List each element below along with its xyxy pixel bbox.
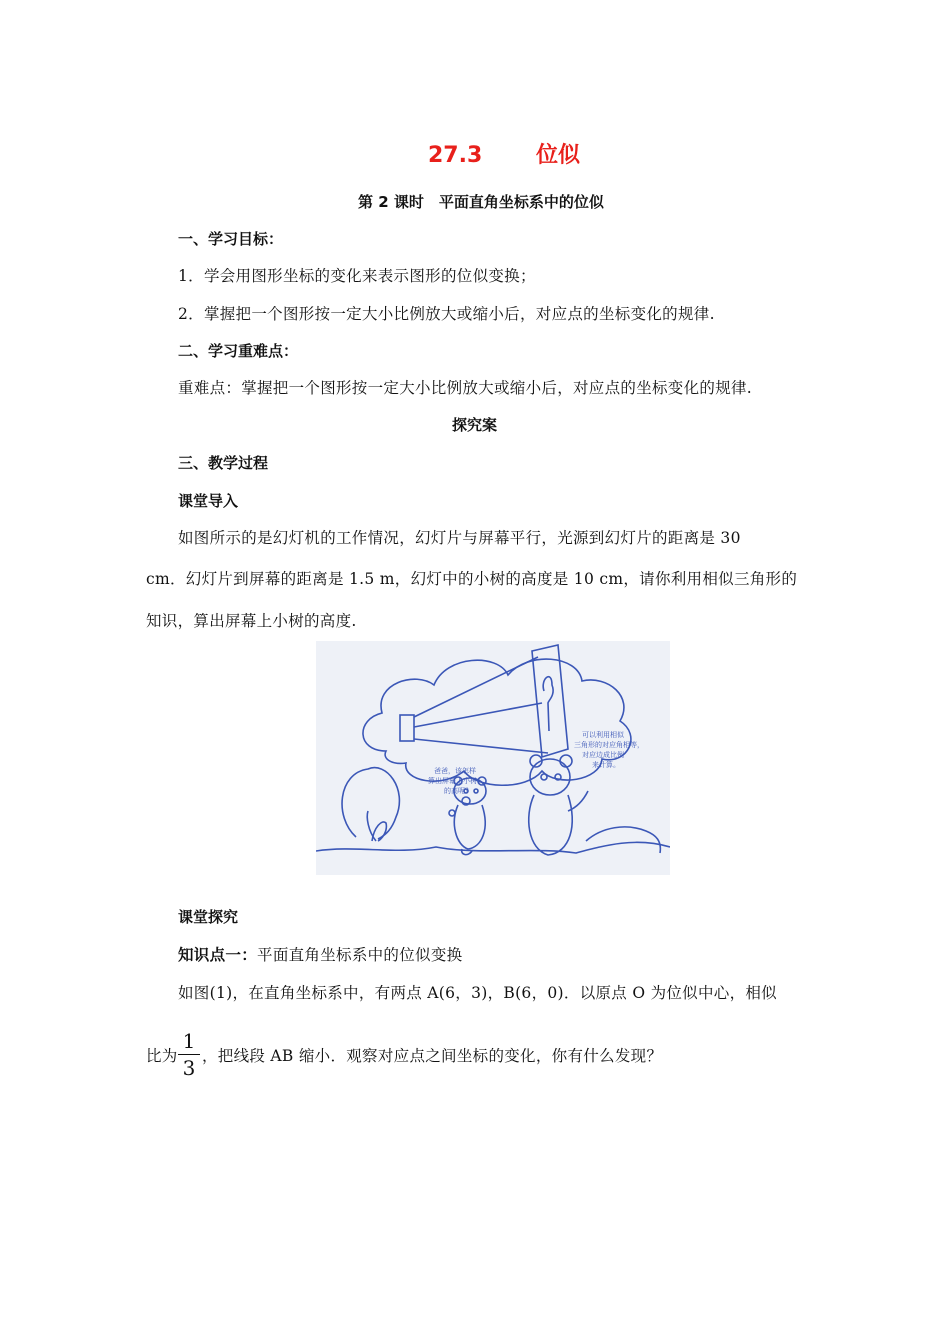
- parent-speech-line-4: 来计算。: [592, 761, 620, 769]
- section-keypoints-heading: 二、学习重难点：: [178, 342, 299, 360]
- projector-illustration: [316, 641, 670, 875]
- fraction-numerator: 1: [178, 1030, 200, 1055]
- explore-heading: 课堂探究: [178, 908, 239, 926]
- intro-line-1: 如图所示的是幻灯机的工作情况，幻灯片与屏幕平行，光源到幻灯片的距离是 30: [178, 529, 741, 547]
- problem-line-2-prefix: 比为: [146, 1047, 178, 1065]
- child-speech-line-1: 爸爸，该怎样: [434, 767, 476, 775]
- child-speech-line-3: 的高呢？: [444, 787, 472, 795]
- explore-case-heading: 探究案: [452, 416, 498, 434]
- knowledge-text: 平面直角坐标系中的位似变换: [257, 946, 463, 964]
- projector-cartoon-drawing: [316, 641, 670, 875]
- section-objectives-heading: 一、学习目标：: [178, 230, 284, 248]
- child-speech-line-2: 算出屏幕上小树: [428, 777, 477, 785]
- fraction-one-third: [178, 1030, 200, 1079]
- intro-line-3: 知识，算出屏幕上小树的高度.: [146, 612, 357, 630]
- title-text: 位似: [535, 143, 580, 168]
- objective-item-2: 2．掌握把一个图形按一定大小比例放大或缩小后，对应点的坐标变化的规律.: [178, 305, 715, 323]
- parent-speech-line-3: 对应边成比例: [582, 751, 624, 759]
- keypoints-text: 重难点：掌握把一个图形按一定大小比例放大或缩小后，对应点的坐标变化的规律.: [178, 379, 753, 397]
- knowledge-point: [178, 943, 462, 965]
- lesson-subtitle: 第 2 课时 平面直角坐标系中的位似: [358, 193, 604, 211]
- problem-line-1: 如图(1)，在直角坐标系中，有两点 A(6，3)，B(6，0)．以原点 O 为位似中心，相似: [178, 984, 777, 1002]
- objective-item-1: 1．学会用图形坐标的变化来表示图形的位似变换；: [178, 267, 536, 285]
- parent-speech-line-1: 可以利用相似: [582, 731, 624, 739]
- intro-heading: 课堂导入: [178, 492, 239, 510]
- knowledge-label: 知识点一：: [178, 946, 258, 964]
- title-number: 27.3: [428, 143, 483, 168]
- problem-line-2-suffix: ，把线段 AB 缩小．观察对应点之间坐标的变化，你有什么发现？: [202, 1047, 663, 1065]
- intro-line-2: cm．幻灯片到屏幕的距离是 1.5 m，幻灯中的小树的高度是 10 cm，请你利用相似三角形的: [146, 570, 798, 588]
- page-title: [428, 138, 580, 169]
- parent-speech-line-2: 三角形的对应角相等，: [574, 741, 644, 749]
- section-process-heading: 三、教学过程: [178, 454, 269, 472]
- fraction-denominator: 3: [182, 1056, 196, 1080]
